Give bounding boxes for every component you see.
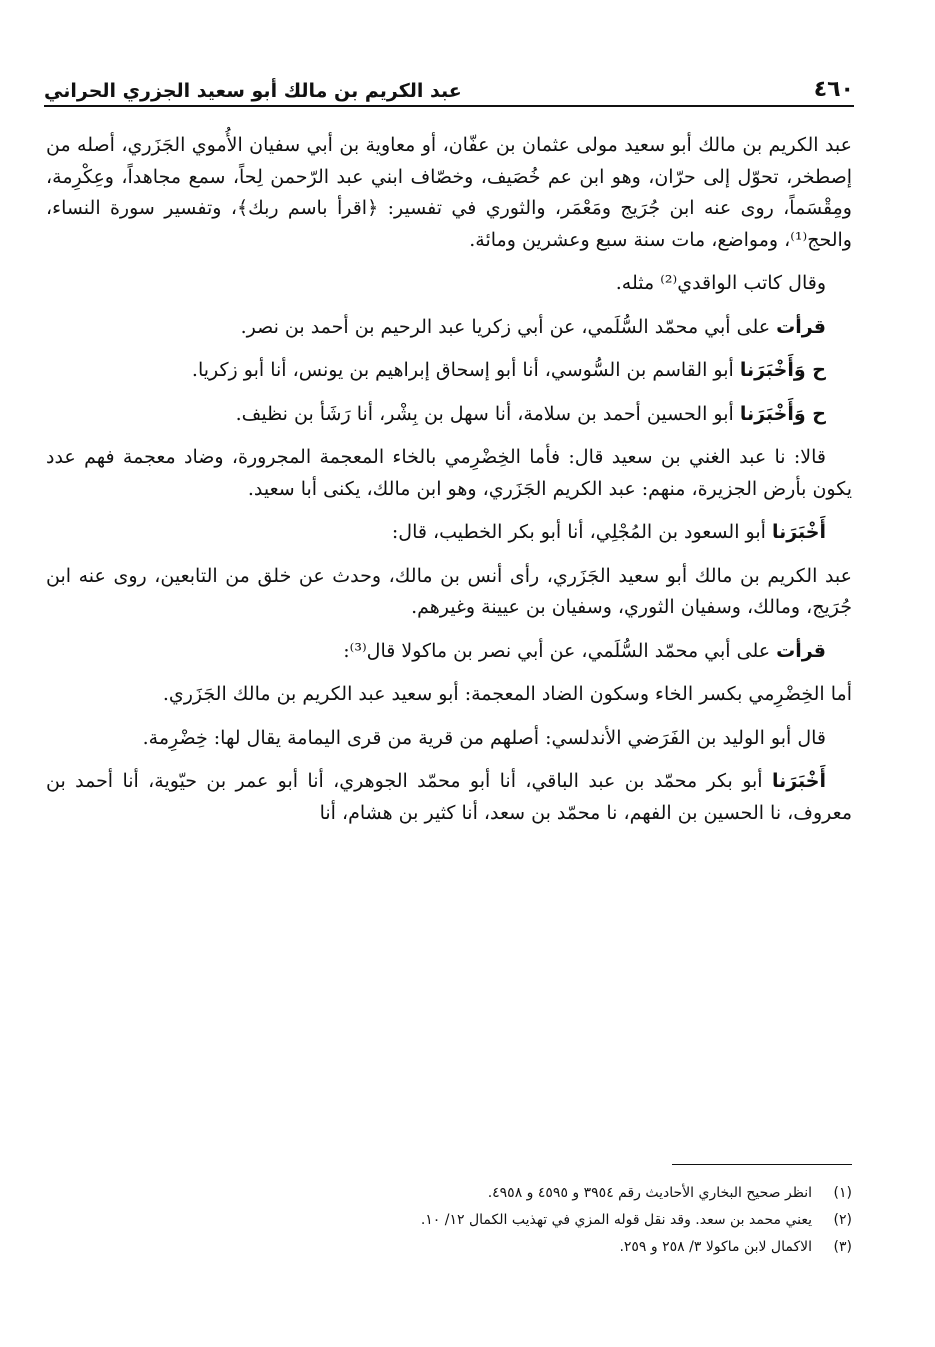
paragraph: قالا: نا عبد الغني بن سعيد قال: فأما الخِضْرِمي بالخاء المعجمة المجرورة، وضاد معجمة فهم عدد يكون بأرض الجزيرة، منهم: عبد الكريم الجَزَري، وهو ابن مالك، يكنى أبا سعيد. — [46, 446, 852, 500]
paragraph: ح وَأَخْبَرَنا أبو الحسين أحمد بن سلامة، أنا سهل بن بِشْر، أنا رَشَأ بن نظيف. — [235, 402, 826, 425]
running-title: عبد الكريم بن مالك أبو سعيد الجزري الحراني — [44, 80, 462, 102]
header-rule — [44, 105, 854, 107]
paragraph: قال أبو الوليد بن الفَرَضي الأندلسي: أصلهم من قرية من قرى اليمامة يقال لها: خِضْرِمة. — [142, 726, 826, 749]
paragraph: أَخْبَرَنا أبو السعود بن المُجْلِي، أنا أبو بكر الخطيب، قال: — [391, 521, 826, 543]
footnote-rule — [672, 1164, 852, 1165]
page-header — [44, 62, 854, 102]
paragraph: ح وَأَخْبَرَنا أبو القاسم بن السُّوسي، أنا أبو إسحاق إبراهيم بن يونس، أنا أبو زكريا. — [191, 359, 826, 381]
footnote: (٣)الاكمال لابن ماكولا ٣/ ٢٥٨ و ٢٥٩. — [619, 1239, 852, 1255]
footnote: (١)انظر صحيح البخاري الأحاديث رقم ٣٩٥٤ و ٤٥٩٥ و ٤٩٥٨. — [487, 1185, 852, 1201]
paragraph: عبد الكريم بن مالك أبو سعيد الجَزَري، رأى أنس بن مالك، وحدث عن خلق من التابعين، روى عنه ابن جُرَيج، ومالك، وسفيان الثوري، وسفيان بن عيينة وغيرهم. — [46, 564, 852, 618]
paragraph: وقال كاتب الواقدي⁽²⁾ مثله. — [615, 272, 826, 294]
page-number: ٤٦٠ — [813, 77, 854, 102]
paragraph: قرأت على أبي محمّد السُّلَمي، عن أبي نصر بن ماكولا قال⁽³⁾: — [343, 639, 826, 662]
paragraph: أما الخِضْرِمي بكسر الخاء وسكون الضاد المعجمة: أبو سعيد عبد الكريم بن مالك الجَزَري. — [162, 683, 852, 705]
paragraph: قرأت على أبي محمّد السُّلَمي، عن أبي زكريا عبد الرحيم بن أحمد بن نصر. — [240, 315, 826, 338]
paragraph: أَخْبَرَنا أبو بكر محمّد بن عبد الباقي، أنا أبو محمّد الجوهري، أنا أبو عمر بن حيّوية، أنا أحمد بن معروف، نا الحسين بن الفهم، نا محمّد بن سعد، أنا كثير بن هشام، أنا — [46, 770, 852, 824]
main-text — [46, 130, 852, 841]
footnotes — [46, 1180, 852, 1261]
paragraph: عبد الكريم بن مالك أبو سعيد مولى عثمان بن عفّان، أو معاوية بن أبي سفيان الأُموي الجَزَري، أصله من إصطخر، تحوّل إلى حرّان، وهو ابن عم خُصَيف، وخصّاف ابني عبد الرّحمن لِحاً، سمع مجاهداً، وعِكْرِمة، ومِقْسَماً، روى عنه ابن جُرَيج ومَعْمَر، والثوري في تفسير: ﴿اقرأ باسم ربك﴾، وتفسير سورة النساء، والحج⁽¹⁾، ومواضع، مات سنة سبع وعشرين ومائة. — [46, 134, 852, 251]
footnote: (٢)يعني محمد بن سعد. وقد نقل قوله المزي في تهذيب الكمال ١٢/ ١٠. — [420, 1212, 852, 1228]
